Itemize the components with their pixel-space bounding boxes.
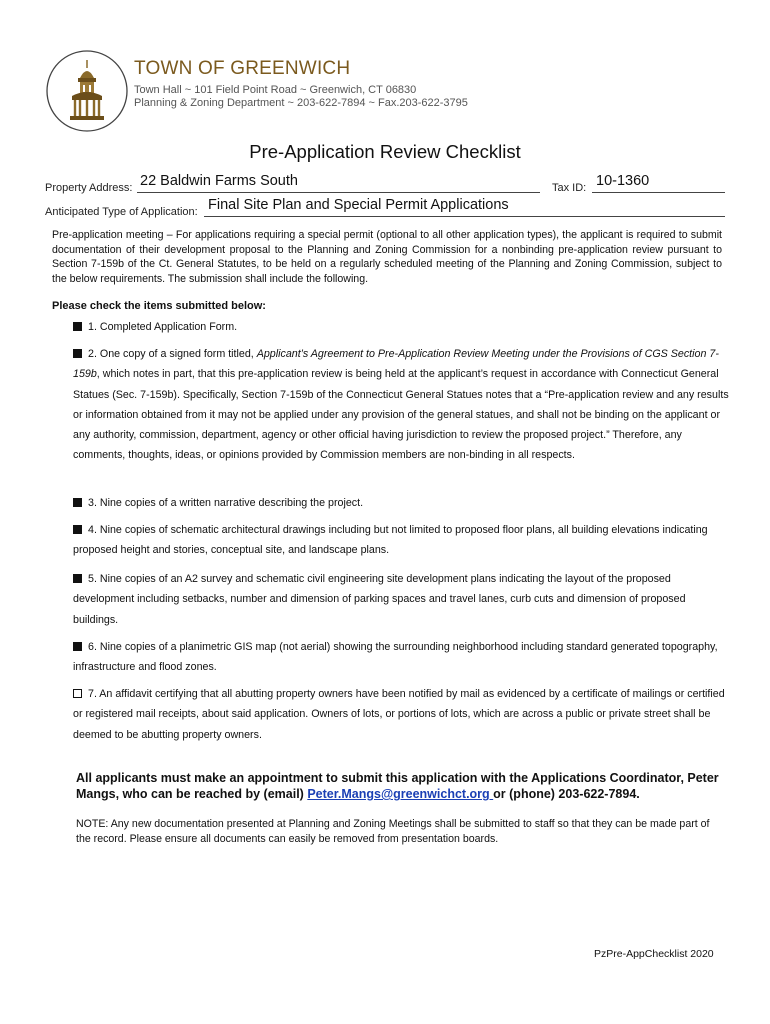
- checklist-item-1: [73, 317, 729, 337]
- property-address-field[interactable]: 22 Baldwin Farms South: [140, 173, 298, 189]
- page-title: Pre-Application Review Checklist: [249, 141, 521, 162]
- intro-paragraph: Pre-application meeting – For applications requiring a special permit (optional to all other application types), the applicant is required to submit documentation of their development proposal to the Planning and Zoning Commission for a nonbinding pre-application review pursuant to Section 7-159b of the Ct. General Statutes, to be held on a regularly scheduled meeting of the Planning and Zoning Commission, subject to the below requirements. The submission shall include the following.: [52, 229, 722, 285]
- town-hall-address: Town Hall ~ 101 Field Point Road ~ Greenwich, CT 06830: [134, 84, 417, 96]
- item-5-text: 5. Nine copies of an A2 survey and schematic civil engineering site development plans indicating the layout of the proposed development including setbacks, number and dimension of parking spaces and travel lanes, curb cuts and dimension of proposed buildings.: [73, 573, 686, 626]
- notice-text-start: All applicants must make an appointment to submit this application with the Applications Coordinator, Peter Mangs, who can be reached by (email): [76, 771, 719, 801]
- property-address-label: Property Address:: [45, 182, 133, 194]
- checkbox-7[interactable]: [73, 689, 82, 698]
- documentation-note: NOTE: Any new documentation presented at Planning and Zoning Meetings shall be submitted to staff so that they can be made part of the record. Please ensure all documents can easily be removed from presentation boards.: [76, 818, 710, 846]
- checklist-item-7: [73, 684, 729, 745]
- tax-id-underline: [592, 192, 725, 193]
- checklist-item-6: [73, 637, 729, 678]
- checklist-heading: Please check the items submitted below:: [52, 300, 266, 312]
- item-2-text-start: 2. One copy of a signed form titled,: [88, 348, 257, 360]
- form-footer-code: PzPre-AppChecklist 2020: [594, 948, 714, 960]
- tax-id-field[interactable]: 10-1360: [596, 173, 650, 189]
- item-2-form-title: Applicant’s Agreement to Pre-Application Review Meeting under the Provisions of CGS Section 7-159b: [73, 348, 719, 381]
- checkbox-5[interactable]: [73, 574, 82, 583]
- town-seal-logo: [44, 48, 130, 134]
- coordinator-email-link[interactable]: Peter.Mangs@greenwichct.org: [307, 787, 494, 801]
- item-3-text: 3. Nine copies of a written narrative describing the project.: [88, 497, 364, 509]
- checkbox-3[interactable]: [73, 498, 82, 507]
- item-7-text: 7. An affidavit certifying that all abutting property owners have been notified by mail as evidenced by a certificate of mailings or certified or registered mail receipts, about said application. Owners of lots, or portions of lots, which are across a public or private street shall be deemed to be abutting property owners.: [73, 688, 725, 741]
- item-6-text: 6. Nine copies of a planimetric GIS map (not aerial) showing the surrounding neighborhood including standard generated topography, infrastructure and flood zones.: [73, 641, 718, 674]
- checkbox-6[interactable]: [73, 642, 82, 651]
- application-type-underline: [204, 216, 725, 217]
- notice-text-end: or (phone) 203-622-7894.: [493, 787, 640, 801]
- checkbox-2[interactable]: [73, 349, 82, 358]
- checklist-item-5: [73, 569, 729, 630]
- checklist-item-4: [73, 520, 729, 561]
- property-address-underline: [137, 192, 540, 193]
- checklist-item-3: [73, 493, 729, 513]
- department-contact: Planning & Zoning Department ~ 203-622-7894 ~ Fax.203-622-3795: [134, 97, 468, 109]
- item-2-text-end: , which notes in part, that this pre-application review is being held at the applicant’s request in accordance with Connecticut General Statues (Sec. 7-159b). Specifically, Section 7-159b of the Connecticut General Statues notes that a “Pre-application review and any results or information obtained from it may not be applied under any provision of the general statues, and shall not be binding on the applicant or any authority, commission, department, agency or other official having jurisdiction to review the proposed project.” Therefore, any comments, thoughts, ideas, or opinions provided by Commission members are non-binding in all respects.: [73, 368, 729, 462]
- item-1-text: 1. Completed Application Form.: [88, 321, 238, 333]
- tax-id-label: Tax ID:: [552, 182, 587, 194]
- application-type-field[interactable]: Final Site Plan and Special Permit Applications: [208, 197, 509, 213]
- checkbox-4[interactable]: [73, 525, 82, 534]
- application-type-label: Anticipated Type of Application:: [45, 206, 198, 218]
- checkbox-1[interactable]: [73, 322, 82, 331]
- checklist-item-2: [73, 344, 729, 466]
- appointment-notice: [76, 770, 736, 802]
- town-name: TOWN OF GREENWICH: [134, 58, 351, 79]
- item-4-text: 4. Nine copies of schematic architectural drawings including but not limited to proposed floor plans, all building elevations indicating proposed height and stories, conceptual site, and landscape plans.: [73, 524, 708, 557]
